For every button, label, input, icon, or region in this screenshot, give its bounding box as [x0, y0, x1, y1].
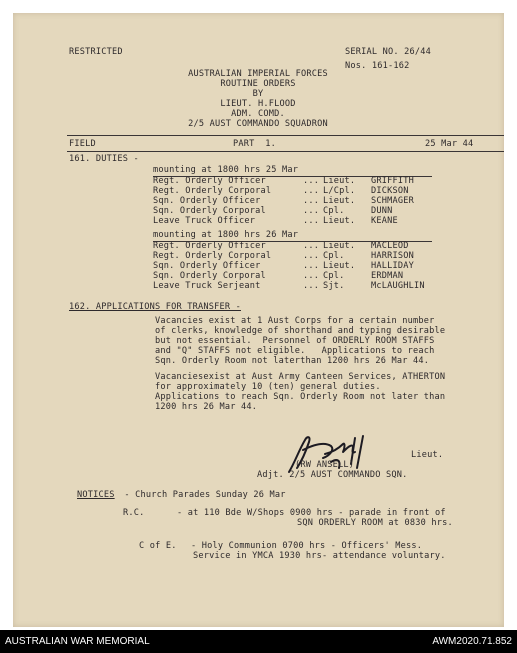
duty-dots: ...	[303, 206, 320, 216]
caption-bar	[0, 630, 517, 653]
duty-role: Regt. Orderly Corporal	[153, 186, 272, 196]
duty-name: MACLEOD	[371, 241, 409, 251]
applications-para-2-line: 1200 hrs 26 Mar 44.	[155, 402, 258, 412]
applications-para-2-line: for approximately 10 (ten) general duties.	[155, 382, 381, 392]
duty-dots: ...	[303, 261, 320, 271]
title-line-3: BY	[252, 89, 264, 99]
title-line-2: ROUTINE ORDERS	[220, 79, 296, 89]
notices-line: - Church Parades Sunday 26 Mar	[119, 490, 286, 500]
duty-rank: Sjt.	[323, 281, 345, 291]
signatory-name: (RW ANSELL)	[295, 460, 355, 470]
duty-rank: Cpl.	[323, 251, 345, 261]
signatory-appointment: Adjt. 2/5 AUST COMMANDO SQN.	[257, 470, 408, 480]
duty-role: Leave Truck Officer	[153, 216, 256, 226]
duty-name: HARRISON	[371, 251, 414, 261]
duty-role: Leave Truck Serjeant	[153, 281, 261, 291]
duty-name: DICKSON	[371, 186, 409, 196]
applications-para-1-line: but not essential. Personnel of ORDERLY ROOM STAFFS	[155, 336, 435, 346]
duty-dots: ...	[303, 176, 320, 186]
duty-rank: Lieut.	[323, 261, 356, 271]
duty-rank: Lieut.	[323, 241, 356, 251]
footer-accession: AWM2020.71.852	[432, 636, 512, 647]
title-line-5: ADM. COMD.	[231, 109, 285, 119]
rc-line-1: - at 110 Bde W/Shops 0900 hrs - parade in front of	[177, 508, 446, 518]
rc-label: R.C.	[123, 508, 145, 518]
rule-bottom	[67, 151, 504, 152]
duty-role: Sqn. Orderly Officer	[153, 196, 261, 206]
duties-group-2-title: mounting at 1800 hrs 26 Mar	[153, 230, 299, 240]
serial-number: SERIAL NO. 26/44	[345, 47, 431, 57]
duty-rank: L/Cpl.	[323, 186, 356, 196]
duty-rank: Cpl.	[323, 206, 345, 216]
ce-label: C of E.	[139, 541, 177, 551]
ce-line-1: - Holy Communion 0700 hrs - Officers' Mess.	[191, 541, 423, 551]
duty-dots: ...	[303, 281, 320, 291]
duty-role: Regt. Orderly Corporal	[153, 251, 272, 261]
duty-dots: ...	[303, 196, 320, 206]
applications-heading: 162. APPLICATIONS FOR TRANSFER -	[69, 302, 241, 312]
title-line-6: 2/5 AUST COMMANDO SQUADRON	[188, 119, 328, 129]
document-sheet	[13, 13, 504, 627]
duty-name: DUNN	[371, 206, 393, 216]
duty-name: ERDMAN	[371, 271, 404, 281]
duty-name: McLAUGHLIN	[371, 281, 425, 291]
duty-rank: Cpl.	[323, 271, 345, 281]
duty-rank: Lieut.	[323, 176, 356, 186]
duty-dots: ...	[303, 251, 320, 261]
duty-dots: ...	[303, 271, 320, 281]
duty-name: GRIFFITH	[371, 176, 414, 186]
duty-name: SCHMAGER	[371, 196, 414, 206]
order-numbers: Nos. 161-162	[345, 61, 410, 71]
duty-rank: Lieut.	[323, 196, 356, 206]
duty-name: KEANE	[371, 216, 398, 226]
duty-role: Sqn. Orderly Corporal	[153, 206, 266, 216]
part-date: 25 Mar 44	[425, 139, 474, 149]
rule-top	[67, 135, 504, 136]
rc-line-2: SQN ORDERLY ROOM at 0830 hrs.	[297, 518, 453, 528]
duty-role: Regt. Orderly Officer	[153, 241, 266, 251]
applications-para-1-line: of clerks, knowledge of shorthand and typing desirable	[155, 326, 446, 336]
title-line-1: AUSTRALIAN IMPERIAL FORCES	[188, 69, 328, 79]
duty-dots: ...	[303, 241, 320, 251]
duty-rank: Lieut.	[323, 216, 356, 226]
duty-role: Regt. Orderly Officer	[153, 176, 266, 186]
duty-dots: ...	[303, 186, 320, 196]
footer-source: AUSTRALIAN WAR MEMORIAL	[5, 636, 150, 647]
applications-para-1-line: and "Q" STAFFS not eligible. Applications to reach	[155, 346, 435, 356]
notices-heading: NOTICES	[77, 490, 115, 500]
part-field: FIELD	[69, 139, 96, 149]
title-line-4: LIEUT. H.FLOOD	[220, 99, 296, 109]
applications-para-1-line: Vacancies exist at 1 Aust Corps for a certain number	[155, 316, 435, 326]
part-number: PART 1.	[233, 139, 276, 149]
applications-para-2-line: Applications to reach Sqn. Orderly Room not later than	[155, 392, 446, 402]
duties-heading: 161. DUTIES -	[69, 154, 139, 164]
duty-name: HALLIDAY	[371, 261, 414, 271]
applications-para-2-line: Vacanciesexist at Aust Army Canteen Services, ATHERTON	[155, 372, 446, 382]
restricted-label: RESTRICTED	[69, 47, 123, 57]
ce-line-2: Service in YMCA 1930 hrs- attendance voluntary.	[193, 551, 446, 561]
duty-role: Sqn. Orderly Officer	[153, 261, 261, 271]
duties-group-1-title: mounting at 1800 hrs 25 Mar	[153, 165, 299, 175]
duty-role: Sqn. Orderly Corporal	[153, 271, 266, 281]
signatory-rank: Lieut.	[411, 450, 444, 460]
applications-para-1-line: Sqn. Orderly Room not laterthan 1200 hrs 26 Mar 44.	[155, 356, 430, 366]
duty-dots: ...	[303, 216, 320, 226]
